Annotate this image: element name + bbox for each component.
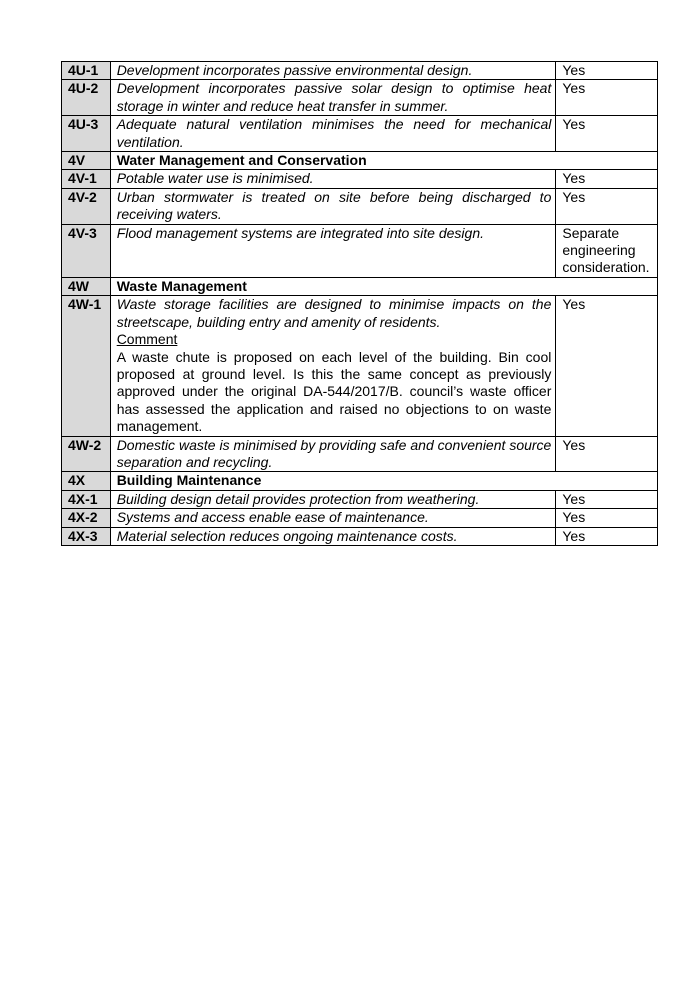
- row-description: Building design detail provides protection from weathering.: [110, 490, 556, 508]
- table-row: [62, 296, 658, 436]
- row-code: 4W-1: [62, 296, 111, 436]
- row-description: Adequate natural ventilation minimises the need for mechanical ventilation.: [110, 116, 556, 152]
- row-code: 4V-3: [62, 224, 111, 277]
- section-code: 4V: [62, 152, 111, 170]
- row-status: Yes: [556, 170, 658, 188]
- row-status: Yes: [556, 62, 658, 80]
- table-row: [62, 509, 658, 527]
- section-code: 4X: [62, 472, 111, 490]
- row-code: 4U-2: [62, 80, 111, 116]
- table-row: [62, 527, 658, 545]
- row-status: Yes: [556, 490, 658, 508]
- row-status: Yes: [556, 188, 658, 224]
- row-status: Yes: [556, 509, 658, 527]
- section-title: Waste Management: [110, 277, 657, 295]
- row-code: 4U-1: [62, 62, 111, 80]
- row-code: 4V-1: [62, 170, 111, 188]
- row-description: Urban stormwater is treated on site before being discharged to receiving waters.: [110, 188, 556, 224]
- row-description: Development incorporates passive environmental design.: [110, 62, 556, 80]
- table-row: [62, 436, 658, 472]
- section-title: Water Management and Conservation: [110, 152, 657, 170]
- section-row: [62, 277, 658, 295]
- row-description: [110, 296, 556, 436]
- row-status: Yes: [556, 527, 658, 545]
- objectives-table: [61, 61, 658, 546]
- table-row: [62, 62, 658, 80]
- row-code: 4V-2: [62, 188, 111, 224]
- table-row: [62, 80, 658, 116]
- row-code: 4W-2: [62, 436, 111, 472]
- row-status: Separate engineering consideration.: [556, 224, 658, 277]
- section-row: [62, 472, 658, 490]
- row-description: Systems and access enable ease of maintenance.: [110, 509, 556, 527]
- row-description: Domestic waste is minimised by providing safe and convenient source separation and recycling.: [110, 436, 556, 472]
- row-description: Potable water use is minimised.: [110, 170, 556, 188]
- table-row: [62, 188, 658, 224]
- row-status: Yes: [556, 296, 658, 436]
- table-row: [62, 170, 658, 188]
- row-description: Development incorporates passive solar design to optimise heat storage in winter and reduce heat transfer in summer.: [110, 80, 556, 116]
- row-description: Flood management systems are integrated into site design.: [110, 224, 556, 277]
- row-code: 4X-3: [62, 527, 111, 545]
- section-row: [62, 152, 658, 170]
- row-code: 4X-2: [62, 509, 111, 527]
- table-row: [62, 490, 658, 508]
- section-code: 4W: [62, 277, 111, 295]
- row-status: Yes: [556, 80, 658, 116]
- row-code: 4U-3: [62, 116, 111, 152]
- row-status: Yes: [556, 436, 658, 472]
- row-description: Material selection reduces ongoing maintenance costs.: [110, 527, 556, 545]
- comment-label: Comment: [116, 331, 178, 348]
- section-title: Building Maintenance: [110, 472, 657, 490]
- row-description-text: Waste storage facilities are designed to minimise impacts on the streetscape, building entry and amenity of residents.: [116, 296, 552, 330]
- row-code: 4X-1: [62, 490, 111, 508]
- table-row: [62, 224, 658, 277]
- row-status: Yes: [556, 116, 658, 152]
- table-row: [62, 116, 658, 152]
- comment-text: A waste chute is proposed on each level of the building. Bin cool proposed at ground level. Is this the same concept as previously approved under the original DA-544/2017/B. council’s waste officer has assessed the application and raised no objections to on waste management.: [116, 348, 552, 435]
